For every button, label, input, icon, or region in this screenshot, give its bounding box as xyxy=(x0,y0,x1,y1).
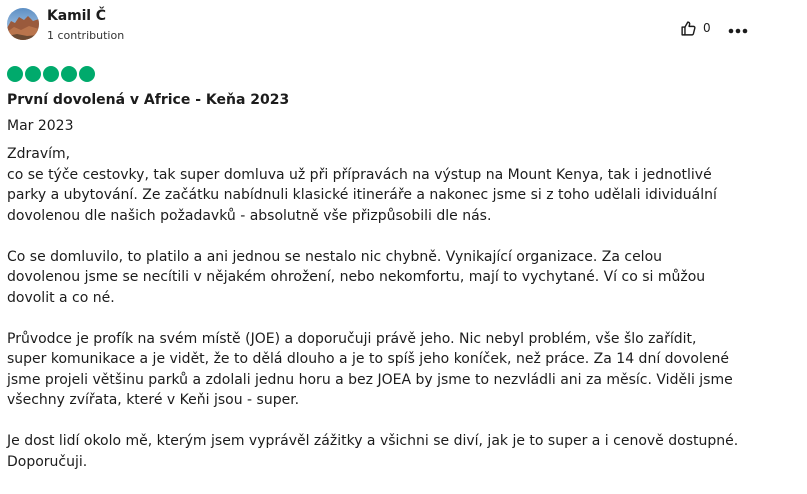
paragraph-spacer xyxy=(7,308,777,329)
rating-bubble-icon xyxy=(7,66,23,82)
review-line: parky a ubytování. Ze začátku nabídnuli klasické itineráře a nakonec jsme si z toho udělali idividuální xyxy=(7,187,717,203)
review-line: dovolenou dle našich požadavků - absolutně vše přizpůsobili dle nás. xyxy=(7,207,492,224)
review-line: jsme projeli většinu parků a zdolali jednu horu a bez JOEA by jsme to nezvládli ani za měsíc. Viděli jsme xyxy=(7,371,733,388)
contribution-count: 1 contribution xyxy=(47,29,125,42)
rating-bubble-icon xyxy=(61,66,77,82)
rating-bubble-icon xyxy=(25,66,41,82)
review-line: co se týče cestovky, tak super domluva už při přípravách na výstup na Mount Kenya, tak i jednotlivé xyxy=(7,166,712,183)
review-line: Doporučuji. xyxy=(7,453,88,470)
thumbs-up-icon xyxy=(680,20,697,37)
review-body xyxy=(7,144,777,472)
review-line: super komunikace a je vidět, že to dělá dlouho a je to spíš jeho koníček, než práce. Za 14 dní dovolené xyxy=(7,351,729,367)
helpful-vote-count: 0 xyxy=(703,21,711,35)
review-line: Co se domluvilo, to platilo a ani jednou se nestalo nic chybně. Vynikající organizace. Za celou xyxy=(7,248,663,265)
paragraph-spacer xyxy=(7,411,777,432)
review-line: Je dost lidí okolo mě, kterým jsem vyprávěl zážitky a všichni se diví, jak je to super a i cenově dostupné. xyxy=(7,433,739,449)
trip-date: Mar 2023 xyxy=(7,118,74,134)
review-line: Zdravím, xyxy=(7,146,71,162)
review-paragraph xyxy=(7,247,777,309)
review-paragraph xyxy=(7,431,777,472)
review-line: Průvodce je profík na svém místě (JOE) a doporučuji právě jeho. Nic nebyl problém, vše šlo zařídit, xyxy=(7,330,697,347)
review-title[interactable]: První dovolená v Africe - Keňa 2023 xyxy=(7,92,290,108)
avatar[interactable] xyxy=(7,8,39,40)
more-options-icon xyxy=(728,19,748,38)
review-line: dovolenou jsme se necítili v nějakém ohrožení, nebo nekomfortu, mají to vychytané. Ví co si můžou xyxy=(7,269,706,285)
helpful-vote-button[interactable] xyxy=(680,18,711,38)
rating-bubble-icon xyxy=(43,66,59,82)
review-paragraph xyxy=(7,329,777,411)
avatar-image xyxy=(7,8,39,40)
review-paragraph xyxy=(7,144,777,226)
review-line: všechny zvířata, které v Keňi jsou - super. xyxy=(7,392,300,408)
paragraph-spacer xyxy=(7,226,777,247)
rating-bubble-icon xyxy=(79,66,95,82)
rating-bubbles xyxy=(7,66,95,82)
more-options-button[interactable] xyxy=(726,18,750,38)
author-name[interactable]: Kamil Č xyxy=(47,8,106,24)
review-line: dovolit a co né. xyxy=(7,289,115,306)
